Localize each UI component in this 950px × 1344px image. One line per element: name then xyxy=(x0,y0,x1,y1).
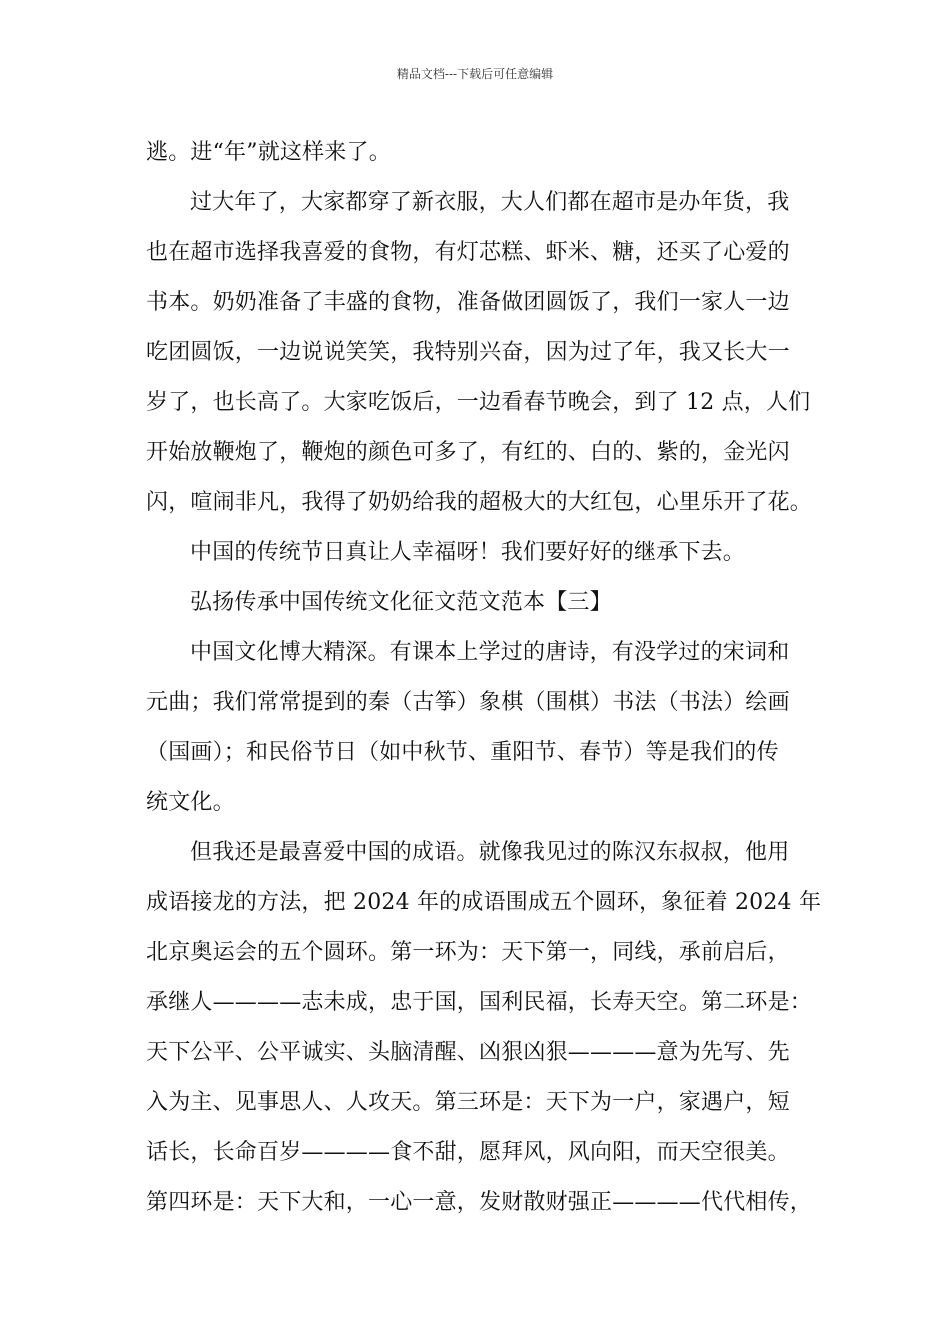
text-line-22: 第四环是：天下大和，一心一意，发财散财强正————代代相传， xyxy=(146,1190,813,1215)
text-line-8: 闪，喧闹非凡，我得了奶奶给我的超极大的大红包，心里乐开了花。 xyxy=(146,490,813,515)
section-heading: 弘扬传承中国传统文化征文范文范本【三】 xyxy=(190,590,612,615)
text-line-15: 但我还是最喜爱中国的成语。就像我见过的陈汉东叔叔，他用 xyxy=(190,840,790,865)
document-body xyxy=(146,128,830,1228)
text-line-7: 开始放鞭炮了，鞭炮的颜色可多了，有红的、白的、紫的，金光闪 xyxy=(146,440,790,465)
text-line-16: 成语接龙的方法，把 2024 年的成语围成五个圆环，象征着 2024 年 xyxy=(146,890,822,915)
text-line-21: 话长，长命百岁————食不甜，愿拜风，风向阳，而天空很美。 xyxy=(146,1140,790,1165)
text-line-9: 中国的传统节日真让人幸福呀！我们要好好的继承下去。 xyxy=(190,540,746,565)
text-line-1: 逃。进“年”就这样来了。 xyxy=(146,140,391,165)
text-line-13: （国画）；和民俗节日（如中秋节、重阳节、春节）等是我们的传 xyxy=(146,740,779,765)
text-line-17: 北京奥运会的五个圆环。第一环为：天下第一，同线，承前启后， xyxy=(146,940,790,965)
text-line-11: 中国文化博大精深。有课本上学过的唐诗，有没学过的宋词和 xyxy=(190,640,790,665)
text-line-18: 承继人————志未成，忠于国，国利民福，长寿天空。第二环是： xyxy=(146,990,813,1015)
text-line-20: 入为主、见事思人、人攻天。第三环是：天下为一户，家遇户，短 xyxy=(146,1090,790,1115)
text-line-3: 也在超市选择我喜爱的食物，有灯芯糕、虾米、糖，还买了心爱的 xyxy=(146,240,790,265)
text-line-12: 元曲；我们常常提到的秦（古筝）象棋（围棋）书法（书法）绘画 xyxy=(146,690,790,715)
text-line-19: 天下公平、公平诚实、头脑清醒、凶狠凶狠————意为先写、先 xyxy=(146,1040,790,1065)
text-line-5: 吃团圆饭，一边说说笑笑，我特别兴奋，因为过了年，我又长大一 xyxy=(146,340,790,365)
text-line-4: 书本。奶奶准备了丰盛的食物，准备做团圆饭了，我们一家人一边 xyxy=(146,290,790,315)
text-line-14: 统文化。 xyxy=(146,790,235,815)
text-line-2: 过大年了，大家都穿了新衣服，大人们都在超市是办年货，我 xyxy=(190,190,790,215)
page-header: 精品文档---下载后可任意编辑 xyxy=(396,67,554,81)
text-line-6: 岁了，也长高了。大家吃饭后，一边看春节晚会，到了 12 点，人们 xyxy=(146,390,811,415)
